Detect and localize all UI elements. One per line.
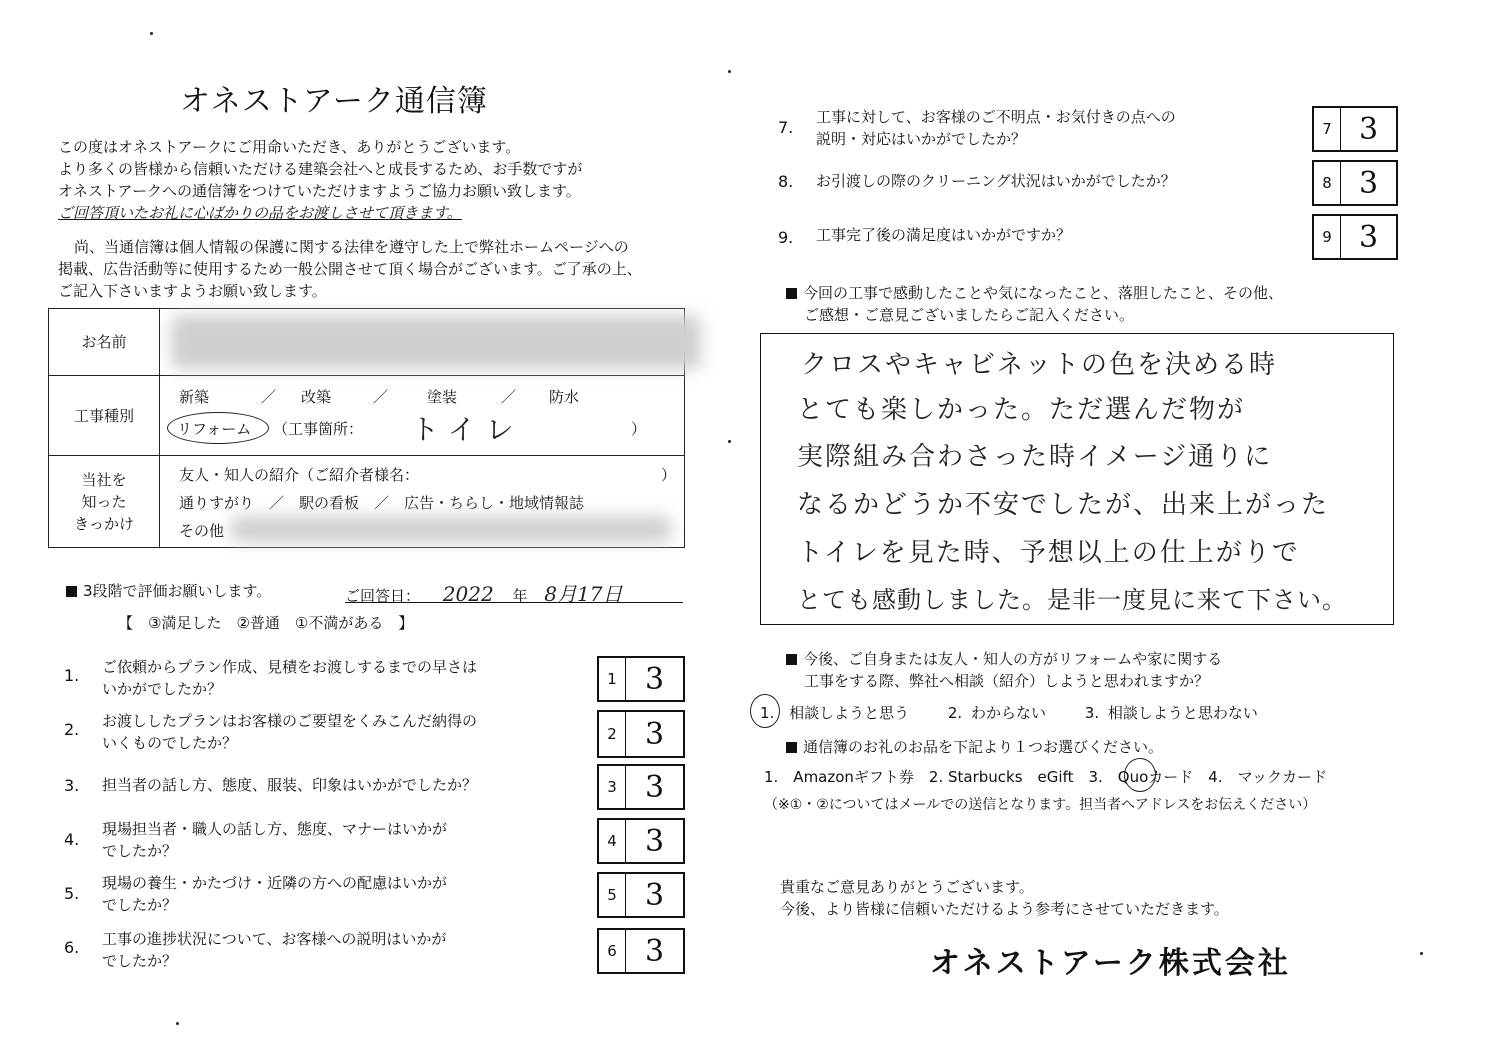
company-logo: オネストアーク株式会社 [930, 946, 1291, 981]
name-label: お名前 [49, 309, 160, 375]
question-6-score[interactable]: 3 [644, 933, 665, 969]
source-referral[interactable]: 友人・知人の紹介（ご紹介者様名： [179, 466, 420, 484]
question-6-text: 工事の進捗状況について、お客様への説明はいかが でしたか？ [102, 930, 447, 970]
referral-selected-circle [750, 694, 780, 728]
question-6-number: 6. [64, 938, 80, 957]
comment-prompt-line-2: ご感想・ご意見ございましたらご記入ください。 [804, 306, 1135, 324]
question-8-number: 8. [778, 172, 794, 191]
work-option-waterproof[interactable]: 防水 [549, 388, 580, 406]
scan-speck [150, 32, 153, 35]
source-field [161, 456, 684, 547]
form-title: オネストアーク通信簿 [180, 84, 488, 119]
comment-line-5: トイレを見た時、予想以上の仕上がりで [797, 538, 1300, 568]
question-1-number: 1. [64, 666, 80, 685]
question-5-score[interactable]: 3 [644, 877, 665, 913]
intro-line-2: より多くの皆様から信頼いただける建築会社へと成長するため、お手数ですが [58, 160, 583, 178]
question-8-score[interactable]: 3 [1358, 165, 1379, 201]
reform-selected-circle [167, 412, 269, 444]
work-type-field: 新築 ／ 改築 ／ 塗装 ／ 防水 リフォーム （工事箇所： トイレ ） [161, 376, 684, 455]
intro-line-4: ご回答頂いたお礼に心ばかりの品をお渡しさせて頂きます。 [58, 204, 462, 222]
gift-prompt: 通信簿のお礼のお品を下記より１つお選びください。 [786, 736, 1163, 757]
redacted-name [171, 315, 701, 369]
question-4-score[interactable]: 3 [644, 823, 665, 859]
referral-option-3-num: 3. [1084, 704, 1100, 722]
redacted-source [231, 516, 671, 542]
referral-option-2-num: 2. [947, 704, 963, 722]
comment-line-6: とても感動しました。是非一度見に来て下さい。 [797, 586, 1347, 614]
question-5-score-box[interactable]: 5 3 [597, 872, 685, 918]
work-type-row [49, 376, 684, 456]
question-7-text: 工事に対して、お客様のご不明点・お気付きの点への 説明・対応はいかがでしたか？ [816, 108, 1176, 148]
privacy-line-2: 掲載、広告活動等に使用するため一般公開させて頂く場合がございます。ご了承の上、 [58, 260, 642, 278]
source-referral-close: ） [661, 466, 677, 484]
square-bullet-icon [66, 586, 77, 597]
question-4-score-box[interactable]: 4 3 [597, 818, 685, 864]
thanks-line-1: 貴重なご意見ありがとうございます。 [780, 878, 1034, 896]
question-4-text: 現場担当者・職人の話し方、態度、マナーはいかが でしたか？ [102, 820, 448, 860]
privacy-line-3: ご記入下さいますようお願い致します。 [58, 282, 327, 300]
question-9-text: 工事完了後の満足度はいかがですか？ [816, 226, 1072, 244]
scan-speck [728, 70, 731, 73]
intro-line-1: この度はオネストアークにご用命いただき、ありがとうございます。 [58, 138, 521, 156]
square-bullet-icon [786, 742, 797, 753]
comment-line-1: クロスやキャビネットの色を決める時 [801, 350, 1278, 380]
referral-option-3[interactable]: 相談しようと思わない [1107, 704, 1258, 722]
question-3-score[interactable]: 3 [644, 769, 665, 805]
referral-option-1-num: 1. [760, 704, 775, 722]
referral-prompt-line-2: 工事をする際、弊社へ相談（紹介）しようと思われますか？ [804, 672, 1210, 690]
question-2-text: お渡ししたプランはお客様のご要望をくみこんだ納得の いくものでしたか？ [102, 712, 478, 752]
question-6-score-box[interactable]: 6 3 [597, 928, 685, 974]
question-9-score-box[interactable]: 9 3 [1312, 214, 1398, 260]
answer-date-year-unit: 年 [512, 587, 528, 605]
comment-box[interactable] [760, 333, 1394, 625]
source-row [49, 456, 684, 547]
work-option-remodel[interactable]: 改築 [301, 388, 332, 406]
question-1-score[interactable]: 3 [644, 661, 665, 697]
source-label: 当社を 知った きっかけ [49, 456, 160, 547]
answer-date-label: ご回答日： [345, 587, 421, 605]
name-field[interactable] [161, 309, 684, 375]
question-7-number: 7. [778, 118, 794, 137]
gift-options[interactable]: 1. Amazonギフト券 2. Starbucks eGift 3. Quoカード 4. マックカード [764, 768, 1327, 786]
work-option-new[interactable]: 新築 [179, 388, 210, 406]
referral-option-1[interactable]: 相談しようと思う [789, 704, 910, 722]
thanks-line-2: 今後、より皆様に信頼いただけるよう参考にさせていただきます。 [780, 900, 1229, 918]
question-3-number: 3. [64, 776, 80, 795]
work-option-paint[interactable]: 塗装 [427, 388, 458, 406]
question-1-text: ご依頼からプラン作成、見積をお渡しするまでの早さは いかがでしたか？ [102, 658, 478, 698]
work-type-label: 工事種別 [49, 376, 160, 455]
gift-note: （※①・②についてはメールでの送信となります。担当者へアドレスをお伝えください） [764, 797, 1317, 813]
question-9-score[interactable]: 3 [1358, 219, 1379, 255]
question-7-score[interactable]: 3 [1358, 111, 1379, 147]
question-5-text: 現場の養生・かたづけ・近隣の方への配慮はいかが でしたか？ [102, 874, 448, 914]
question-7-score-box[interactable]: 7 3 [1312, 106, 1398, 152]
question-4-number: 4. [64, 830, 80, 849]
source-other[interactable]: その他 [179, 522, 225, 540]
comment-line-2: とても楽しかった。ただ選んだ物が [797, 395, 1246, 425]
scan-speck [728, 440, 731, 443]
scan-speck [176, 1022, 179, 1025]
work-option-reform[interactable]: リフォーム [177, 420, 252, 438]
square-bullet-icon [786, 654, 797, 665]
referral-options [760, 702, 1258, 723]
intro-line-3: オネストアークへの通信簿をつけていただけますようご協力お願い致します。 [58, 182, 581, 200]
comment-line-3: 実際組み合わさった時イメージ通りに [797, 442, 1273, 472]
question-8-text: お引渡しの際のクリーニング状況はいかがでしたか？ [816, 172, 1176, 190]
location-value[interactable]: トイレ [411, 413, 524, 446]
rating-header: 3段階で評価お願いします。 [66, 580, 271, 601]
square-bullet-icon [786, 288, 797, 299]
answer-date [345, 578, 683, 606]
question-2-score-box[interactable]: 2 3 [597, 710, 685, 758]
question-3-text: 担当者の話し方、態度、服装、印象はいかがでしたか？ [102, 776, 478, 794]
gift-selected-circle [1124, 758, 1156, 792]
question-1-score-box[interactable]: 1 3 [597, 656, 685, 702]
question-8-score-box[interactable]: 8 3 [1312, 160, 1398, 206]
source-options[interactable]: 通りすがり ／ 駅の看板 ／ 広告・ちらし・地域情報誌 [179, 494, 585, 512]
answer-date-monthday[interactable]: 8月17日 [544, 582, 623, 606]
location-close: ） [631, 420, 647, 438]
customer-info-table [48, 308, 685, 548]
answer-date-year[interactable]: 2022 [442, 582, 494, 606]
location-label: （工事箇所： [273, 420, 364, 438]
question-2-score[interactable]: 3 [644, 716, 665, 752]
question-2-number: 2. [64, 720, 80, 739]
question-5-number: 5. [64, 884, 80, 903]
question-9-number: 9. [778, 228, 794, 247]
referral-prompt: 今後、ご自身または友人・知人の方がリフォームや家に関する [786, 648, 1222, 669]
privacy-line-1: 尚、当通信簿は個人情報の保護に関する法律を遵守した上で弊社ホームページへの [74, 238, 629, 256]
name-row [49, 309, 684, 376]
rating-scale: 【 ③満足した ②普通 ①不満がある 】 [118, 614, 414, 632]
scan-speck [1420, 952, 1423, 955]
comment-prompt: 今回の工事で感動したことや気になったこと、落胆したこと、その他、 [786, 282, 1283, 303]
referral-option-2[interactable]: わからない [970, 704, 1046, 722]
question-3-score-box[interactable]: 3 3 [597, 764, 685, 810]
comment-line-4: なるかどうか不安でしたが、出来上がった [797, 490, 1330, 520]
